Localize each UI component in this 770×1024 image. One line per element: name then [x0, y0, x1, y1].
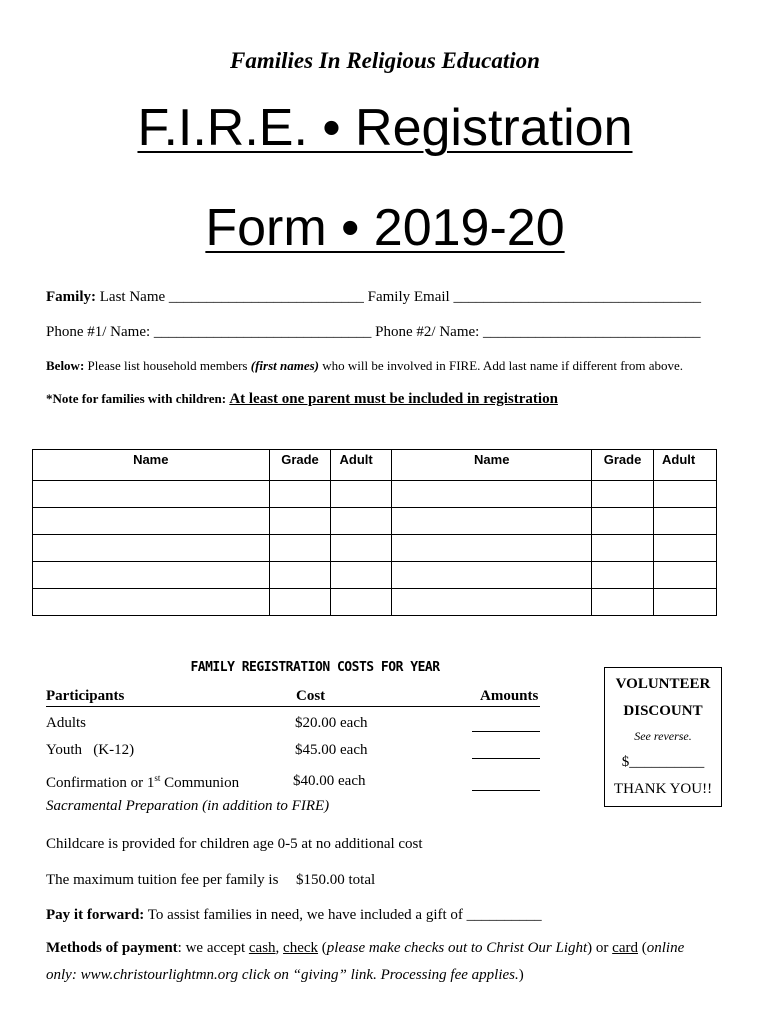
paren-open-2: ( [637, 940, 647, 956]
col-header-adult-2: Adult [654, 450, 717, 481]
below-text-1: Please list household members [87, 358, 251, 373]
cell-grade[interactable] [592, 562, 654, 589]
parent-note [46, 390, 558, 408]
family-line [46, 289, 701, 306]
confirmation-amount-blank[interactable] [472, 790, 540, 791]
volunteer-discount-box [604, 667, 722, 807]
confirmation-cost: $40.00 each [293, 773, 366, 789]
below-emphasis: (first names) [250, 358, 319, 373]
col-header-grade-2: Grade [592, 450, 654, 481]
note-label: *Note for families with children: [46, 391, 230, 406]
card-option: card [612, 940, 638, 956]
thank-you-text: THANK YOU!! [613, 781, 713, 797]
cell-grade[interactable] [592, 481, 654, 508]
cell-adult[interactable] [331, 535, 392, 562]
form-subtitle: Families In Religious Education [230, 48, 540, 73]
confirmation-label [46, 773, 239, 792]
max-tuition-value: $150.00 total [296, 872, 376, 888]
cell-name[interactable] [392, 589, 592, 616]
participants-header: Participants [46, 688, 125, 704]
cell-grade[interactable] [592, 535, 654, 562]
confirmation-label-main: Confirmation or 1 [46, 775, 155, 791]
cell-name[interactable] [33, 481, 270, 508]
discount-title: DISCOUNT [623, 703, 703, 719]
col-header-name-2: Name [392, 450, 592, 481]
cell-adult[interactable] [654, 481, 717, 508]
payment-methods [46, 935, 706, 989]
table-header-row [33, 450, 717, 481]
cell-adult[interactable] [654, 589, 717, 616]
note-text: At least one parent must be included in registration [229, 391, 558, 407]
see-reverse-note: See reverse. [634, 729, 692, 743]
amounts-header: Amounts [480, 688, 539, 704]
adults-label: Adults [46, 715, 87, 731]
check-option: check [283, 940, 319, 956]
table-row [33, 481, 717, 508]
confirmation-label-tail: Communion [160, 775, 240, 791]
sacramental-note: Sacramental Preparation (in addition to FIRE) [46, 798, 330, 814]
form-title-line2 [0, 198, 770, 258]
online-note: online only: www.christourlightmn.org click on “giving” link. Processing fee applies. [46, 940, 685, 983]
header-rule [46, 706, 540, 707]
cell-name[interactable] [392, 562, 592, 589]
cell-grade[interactable] [269, 589, 331, 616]
cell-grade[interactable] [592, 508, 654, 535]
cell-name[interactable] [392, 535, 592, 562]
youth-amount-blank[interactable] [472, 758, 540, 759]
comma-text: , [275, 940, 284, 956]
max-tuition-label: The maximum tuition fee per family is [46, 872, 279, 888]
childcare-note: Childcare is provided for children age 0-5 at no additional cost [46, 836, 423, 852]
cell-adult[interactable] [331, 589, 392, 616]
cell-adult[interactable] [331, 481, 392, 508]
cell-grade[interactable] [269, 508, 331, 535]
cell-adult[interactable] [654, 535, 717, 562]
family-email-field[interactable]: Family Email _________________________________ [367, 289, 701, 305]
cell-adult[interactable] [331, 562, 392, 589]
youth-label: Youth (K-12) [46, 742, 135, 758]
pay-forward-text[interactable]: To assist families in need, we have included a gift of __________ [144, 907, 542, 923]
cell-name[interactable] [33, 535, 270, 562]
cell-name[interactable] [33, 562, 270, 589]
family-label: Family: [46, 289, 96, 305]
below-label: Below: [46, 358, 85, 373]
methods-label: Methods of payment [46, 940, 178, 956]
table-row [33, 508, 717, 535]
form-title-line1 [0, 98, 770, 158]
below-instruction [46, 358, 683, 374]
table-row [33, 535, 717, 562]
below-text-2: who will be involved in FIRE. Add last name if different from above. [318, 358, 684, 373]
cell-grade[interactable] [269, 562, 331, 589]
adults-cost: $20.00 each [295, 715, 368, 731]
confirmation-label-sup: st [154, 773, 161, 783]
col-header-name: Name [33, 450, 270, 481]
cell-adult[interactable] [331, 508, 392, 535]
adults-amount-blank[interactable] [472, 731, 540, 732]
cell-adult[interactable] [654, 562, 717, 589]
table-row [33, 562, 717, 589]
cell-name[interactable] [33, 589, 270, 616]
youth-cost: $45.00 each [295, 742, 368, 758]
title-text-2: Form • 2019-20 [205, 199, 565, 257]
cell-grade[interactable] [269, 535, 331, 562]
cell-grade[interactable] [269, 481, 331, 508]
cell-name[interactable] [392, 481, 592, 508]
title-text-1: F.I.R.E. • Registration [137, 99, 633, 157]
or-text: ) or [587, 940, 613, 956]
paren-close: ) [518, 967, 524, 983]
col-header-grade: Grade [269, 450, 331, 481]
household-members-table [32, 449, 717, 616]
phone-line [46, 324, 701, 341]
cell-grade[interactable] [592, 589, 654, 616]
table-row [33, 589, 717, 616]
volunteer-title: VOLUNTEER [615, 676, 711, 692]
phone2-field[interactable]: Phone #2/ Name: _____________________________ [375, 324, 701, 340]
pay-forward-label: Pay it forward: [46, 907, 145, 923]
costs-heading: FAMILY REGISTRATION COSTS FOR YEAR [190, 660, 440, 675]
cash-option: cash [248, 940, 276, 956]
cost-header: Cost [296, 688, 326, 704]
check-note: please make checks out to Christ Our Light [326, 940, 588, 956]
phone1-field[interactable]: Phone #1/ Name: _____________________________ [46, 324, 372, 340]
cell-adult[interactable] [654, 508, 717, 535]
col-header-adult: Adult [331, 450, 392, 481]
volunteer-amount-field[interactable]: $__________ [621, 754, 705, 770]
methods-text: : we accept [177, 940, 249, 956]
last-name-field[interactable]: Last Name __________________________ [99, 289, 364, 305]
pay-it-forward-line [46, 907, 542, 924]
paren-open: ( [318, 940, 327, 956]
cell-name[interactable] [392, 508, 592, 535]
cell-name[interactable] [33, 508, 270, 535]
